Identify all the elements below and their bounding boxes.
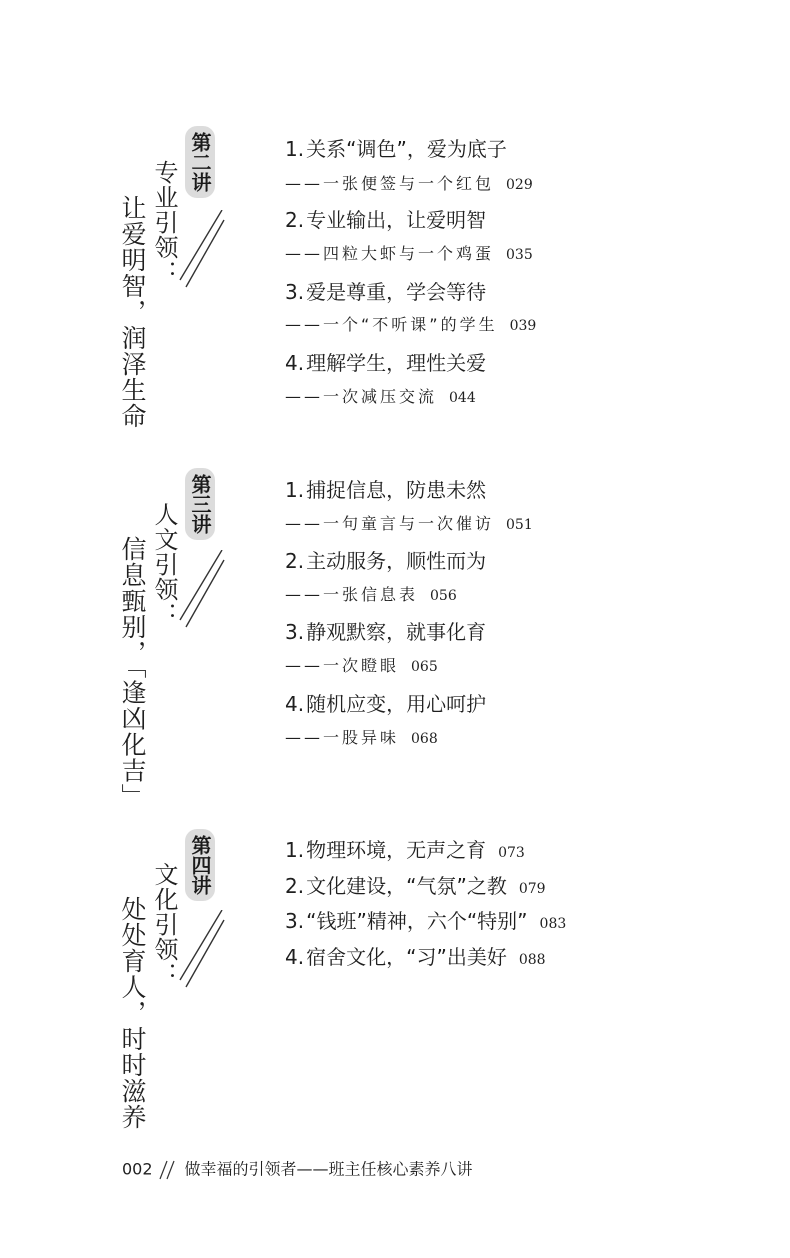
toc-entry-title[interactable]: [285, 876, 546, 896]
entry-desc-text: ——一次瞪眼: [285, 656, 400, 675]
entry-desc-text: ——一个“不听课”的学生: [285, 315, 498, 334]
entry-number: 4.: [285, 351, 305, 375]
entry-number: 1.: [285, 137, 305, 161]
section-theme: 信息甄别，「逢凶化吉」: [118, 536, 147, 810]
entry-page-number: 083: [539, 916, 567, 932]
entry-title-text: 随机应变，用心呵护: [306, 692, 487, 716]
page-footer: [122, 1160, 473, 1180]
section-theme: 让爱明智，润泽生命: [118, 195, 147, 429]
entry-page-number: 051: [506, 517, 533, 533]
entry-number: 4.: [285, 945, 305, 969]
entry-desc-text: ——一张信息表: [285, 585, 419, 604]
entry-title-text: “钱班”精神，六个“特别”: [306, 909, 528, 933]
footer-page-number: 002: [122, 1159, 153, 1179]
entry-title-text: 主动服务，顺性而为: [306, 549, 487, 573]
entry-desc-text: ——四粒大虾与一个鸡蛋: [285, 244, 495, 263]
entry-title-text: 文化建设，“气氛”之教: [306, 874, 507, 898]
entry-title-text: 物理环境，无声之育: [306, 838, 487, 862]
entry-page-number: 029: [506, 177, 533, 193]
entry-page-number: 044: [449, 390, 476, 406]
entry-title-text: 捕捉信息，防患未然: [306, 478, 487, 502]
toc-entry-title[interactable]: [285, 947, 546, 967]
entry-page-number: 079: [518, 881, 546, 897]
entry-page-number: 068: [411, 731, 438, 747]
footer-book-title: 做幸福的引领者——班主任核心素养八讲: [184, 1159, 473, 1179]
entry-title-text: 理解学生，理性关爱: [306, 351, 487, 375]
toc-entry-title[interactable]: [285, 840, 525, 860]
entry-number: 1.: [285, 478, 305, 502]
entry-page-number: 073: [498, 845, 525, 861]
double-slash-separator: [159, 1160, 177, 1180]
entry-number: 2.: [285, 874, 305, 898]
section-badge: 第三讲: [185, 468, 215, 540]
entry-title-text: 静观默察，就事化育: [306, 620, 487, 644]
section-subtitle: 专业引领：: [150, 160, 178, 285]
section-theme: 处处育人，时时滋养: [118, 896, 147, 1130]
section-badge: 第四讲: [185, 829, 215, 901]
section-badge: 第二讲: [185, 126, 215, 198]
entry-number: 1.: [285, 838, 305, 862]
entry-desc-text: ——一次减压交流: [285, 387, 438, 406]
entry-number: 2.: [285, 549, 305, 573]
entry-page-number: 056: [430, 588, 457, 604]
entry-page-number: 035: [506, 247, 533, 263]
double-slash-decoration: [176, 910, 226, 990]
entry-number: 4.: [285, 692, 305, 716]
entry-page-number: 065: [411, 659, 438, 675]
entry-number: 3.: [285, 280, 305, 304]
section-subtitle: 人文引领：: [150, 502, 178, 627]
entry-desc-text: ——一句童言与一次催访: [285, 514, 495, 533]
entry-desc-text: ——一股异味: [285, 728, 400, 747]
toc-entry-title[interactable]: [285, 911, 566, 931]
entry-desc-text: ——一张便签与一个红包: [285, 174, 495, 193]
section-subtitle: 文化引领：: [150, 862, 178, 987]
entry-page-number: 088: [518, 952, 546, 968]
entry-title-text: 宿舍文化，“习”出美好: [306, 945, 507, 969]
entry-number: 2.: [285, 208, 305, 232]
entry-title-text: 关系“调色”，爱为底子: [306, 137, 507, 161]
entry-number: 3.: [285, 909, 305, 933]
entry-title-text: 爱是尊重，学会等待: [306, 280, 487, 304]
entry-page-number: 039: [509, 318, 537, 334]
entry-title-text: 专业输出，让爱明智: [306, 208, 487, 232]
entry-number: 3.: [285, 620, 305, 644]
